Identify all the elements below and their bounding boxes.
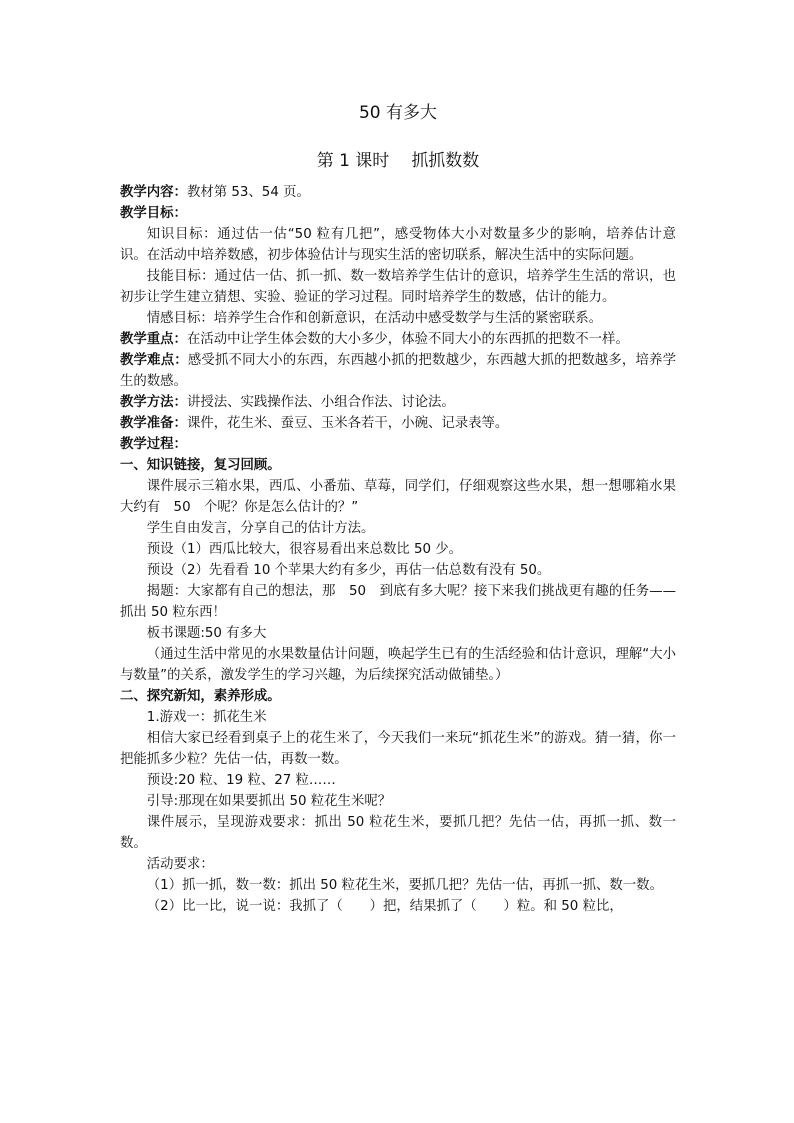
s2-paragraph-3: 预设:20 粒、19 粒、27 粒…… xyxy=(146,773,336,788)
section-heading-1: 一、知识链接，复习回顾。 xyxy=(120,458,281,473)
preparation xyxy=(120,413,676,434)
page-title: 50 有多大 xyxy=(358,103,438,123)
preparation-label: 教学准备： xyxy=(120,416,187,431)
key-point-text: 在活动中让学生体会数的大小多少，体验不同大小的东西抓的把数不一样。 xyxy=(186,332,629,347)
section-heading-2: 二、探究新知，素养形成。 xyxy=(120,689,281,704)
difficulty xyxy=(120,350,676,392)
teaching-goals-label: 教学目标： xyxy=(120,206,187,221)
lesson-number: 第 1 课时 xyxy=(316,151,390,171)
lesson-topic: 抓抓数数 xyxy=(411,151,480,171)
goal-knowledge: 知识目标：通过估一估“50 粒有几把”，感受物体大小对数量多少的影响，培养估计意识。在活动中培养数感，初步体验估计与现实生活的密切联系，解决生活中的实际问题。 xyxy=(120,227,676,263)
key-point-label: 教学重点： xyxy=(120,332,187,347)
difficulty-label: 教学难点： xyxy=(120,353,188,368)
s2-paragraph-2: 相信大家已经看到桌子上的花生米了，今天我们一来玩“抓花生米”的游戏。猜一猜，你一把能抓多少粒？先估一估，再数一数。 xyxy=(120,731,676,767)
s1-paragraph-4: 预设（2）先看看 10 个苹果大约有多少，再估一估总数有没有 50。 xyxy=(146,563,551,578)
s2-paragraph-6: 活动要求： xyxy=(146,857,214,872)
preparation-text: 课件，花生米、蚕豆、玉米各若干，小碗、记录表等。 xyxy=(186,416,509,431)
s1-paragraph-6: 板书课题:50 有多大 xyxy=(146,626,267,641)
teaching-content-label: 教学内容： xyxy=(120,185,187,200)
s1-paragraph-2: 学生自由发言，分享自己的估计方法。 xyxy=(146,521,375,536)
difficulty-text: 感受抓不同大小的东西，东西越小抓的把数越少，东西越大抓的把数越多，培养学生的数感。 xyxy=(120,353,676,389)
process-label: 教学过程： xyxy=(120,437,187,452)
key-point xyxy=(120,329,676,350)
methods xyxy=(120,392,676,413)
s2-paragraph-4: 引导:那现在如果要抓出 50 粒花生米呢？ xyxy=(146,794,392,809)
goal-emotion: 情感目标：培养学生合作和创新意识，在活动中感受数学与生活的紧密联系。 xyxy=(146,311,603,326)
s1-paragraph-3: 预设（1）西瓜比较大，很容易看出来总数比 50 少。 xyxy=(146,542,463,557)
methods-text: 讲授法、实践操作法、小组合作法、讨论法。 xyxy=(186,395,455,410)
s1-paragraph-5: 揭题：大家都有自己的想法，那 50 到底有多大呢？接下来我们挑战更有趣的任务——抓出 50 粒东西！ xyxy=(120,584,676,620)
teaching-content xyxy=(120,182,676,203)
teaching-content-text: 教材第 53、54 页。 xyxy=(186,185,310,200)
s2-paragraph-7: （1）抓一抓，数一数：抓出 50 粒花生米，要抓几把？先估一估，再抓一抓、数一数。 xyxy=(146,878,663,893)
document-body xyxy=(120,182,676,917)
s1-paragraph-7: （通过生活中常见的水果数量估计问题，唤起学生已有的生活经验和估计意识，理解“大小与数量”的关系，激发学生的学习兴趣，为后续探究活动做铺垫。） xyxy=(120,647,676,683)
goal-skill: 技能目标：通过估一估、抓一抓、数一数培养学生估计的意识，培养学生生活的常识，也初步让学生建立猜想、实验、验证的学习过程。同时培养学生的数感，估计的能力。 xyxy=(120,269,676,305)
lesson-subtitle xyxy=(120,148,676,174)
s2-paragraph-5: 课件展示，呈现游戏要求：抓出 50 粒花生米，要抓几把？先估一估，再抓一抓、数一数。 xyxy=(120,815,676,851)
s2-paragraph-1: 1.游戏一：抓花生米 xyxy=(146,710,267,725)
methods-label: 教学方法： xyxy=(120,395,187,410)
s2-paragraph-8: （2）比一比，说一说：我抓了（ ）把，结果抓了（ ）粒。和 50 粒比， xyxy=(146,899,623,914)
s1-paragraph-1: 课件展示三箱水果，西瓜、小番茄、草莓，同学们，仔细观察这些水果，想一想哪箱水果大约有 50 个呢？你是怎么估计的？” xyxy=(120,479,676,515)
